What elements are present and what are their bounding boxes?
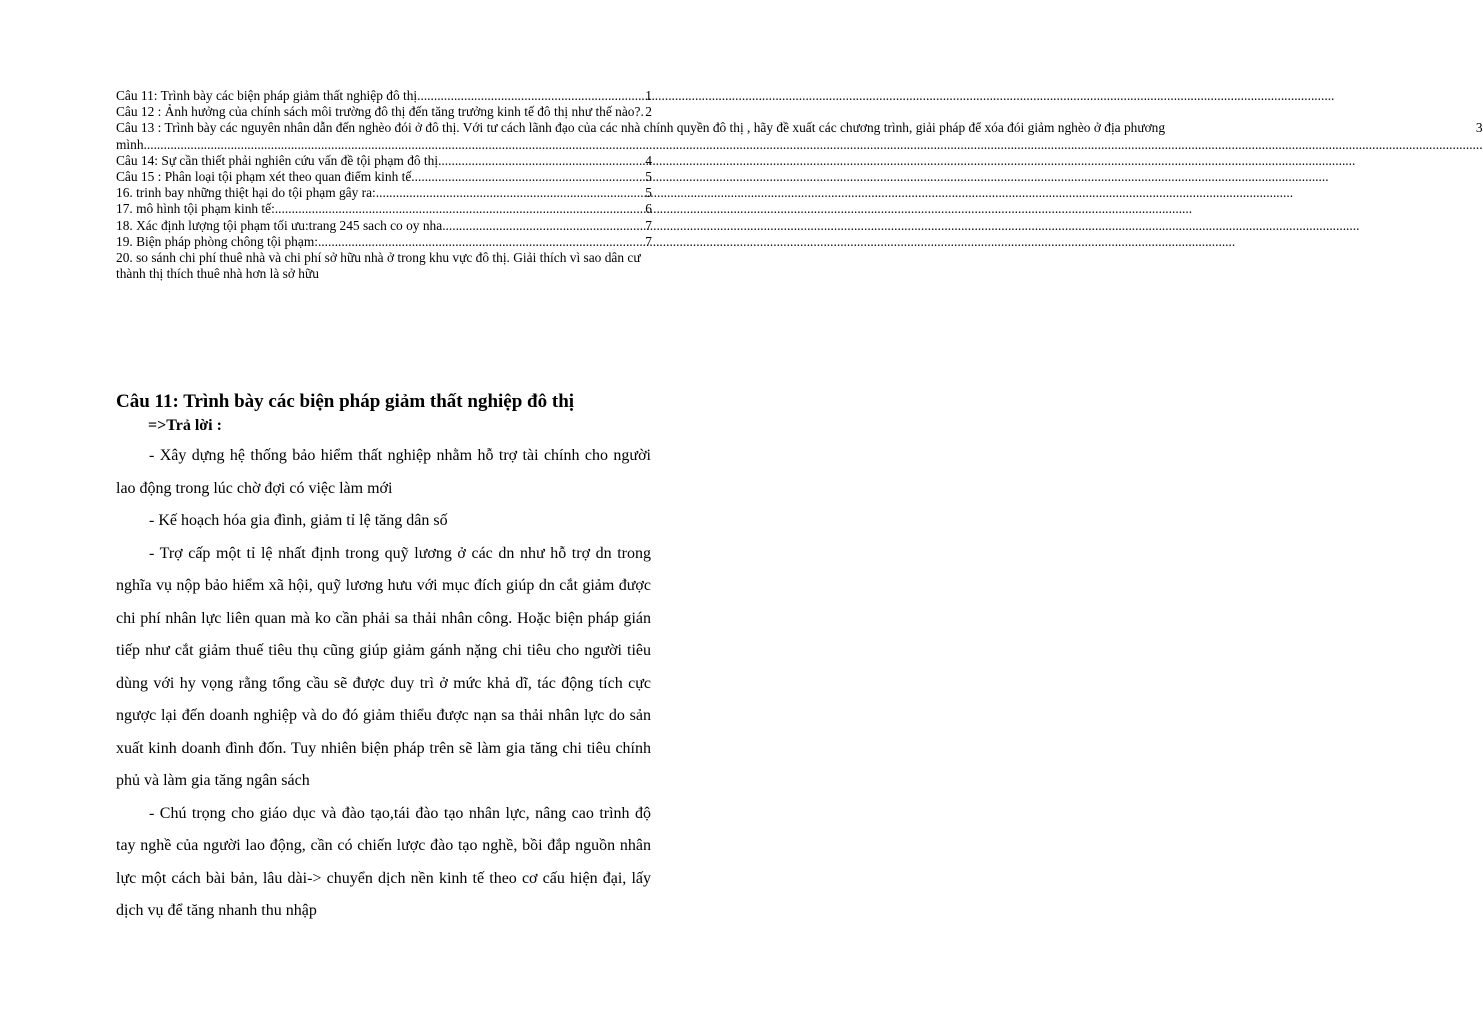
toc-entry-text: Câu 11: Trình bày các biện pháp giảm thất nghiệp đô thị xyxy=(116,88,418,103)
toc-entry-page: 1 xyxy=(645,88,652,103)
toc-entry-text: Câu 12 : Ảnh hưởng của chính sách môi trường đô thị đến tăng trưởng kinh tế đô thị như thế nào? xyxy=(116,104,641,120)
toc-entry-17[interactable] xyxy=(116,201,652,217)
toc-entry-page: 7 xyxy=(645,233,652,249)
toc-entry-cau-15[interactable] xyxy=(116,169,652,185)
toc-entry-text: Câu 15 : Phân loại tội phạm xét theo quan điểm kinh tế xyxy=(116,169,412,185)
toc-entry-page: 7 xyxy=(645,217,652,233)
toc-dot-leader xyxy=(438,153,645,169)
toc-entry-page: 5 xyxy=(645,185,652,201)
toc-entry-text: 16. trinh bay những thiệt hại do tội phạm gây ra: xyxy=(116,185,376,201)
toc-dot-leader xyxy=(442,218,645,234)
toc-entry-20[interactable] xyxy=(116,250,652,282)
toc-entry-text: Câu 13 : Trình bày các nguyên nhân dẫn đến nghèo đói ở đô thị. Với tư cách lãnh đạo của các nhà chính quyền đô thị , hãy đề xuất các chương trình, giải pháp để xóa đói giảm nghèo ở địa phương mình xyxy=(116,120,1166,152)
section-body xyxy=(116,440,651,928)
toc-dot-leader xyxy=(376,185,646,201)
toc-entry-page: 4 xyxy=(645,152,652,168)
body-paragraph: - Kế hoạch hóa gia đình, giảm tỉ lệ tăng dân số xyxy=(149,512,448,529)
toc-dot-leader xyxy=(275,201,645,217)
toc-entry-text: 17. mô hình tội phạm kinh tế: xyxy=(116,201,275,217)
toc-dot-leader: . xyxy=(640,104,644,120)
toc-entry-page: 6 xyxy=(645,201,652,217)
body-paragraph: - Xây dựng hệ thống bảo hiểm thất nghiệp nhằm hỗ trợ tài chính cho người lao động trong lúc chờ đợi có việc làm mới xyxy=(116,447,651,497)
toc-entry-page: 3 xyxy=(1475,120,1483,136)
toc-entry-19[interactable] xyxy=(116,234,652,250)
toc-entry-text: 20. so sánh chi phí thuê nhà và chi phí sở hữu nhà ở trong khu vực đô thị. Giải thích vì sao dân cư thành thị thích thuê nhà hơn là sở hữu xyxy=(116,250,641,282)
toc-entry-text: 18. Xác định lượng tội phạm tối ưu:trang 245 sach co oy nha xyxy=(116,217,443,233)
section-heading: Câu 11: Trình bày các biện pháp giảm thất nghiệp đô thị xyxy=(116,391,575,412)
toc-entry-text xyxy=(116,104,652,120)
toc-entry-text: 19. Biện pháp phòng chông tội phạm: xyxy=(116,233,318,249)
toc-entry-16[interactable] xyxy=(116,185,652,201)
toc-entry-text xyxy=(116,120,1483,152)
toc-dot-leader: ................................................................................................................................................................................................................................................................................................................................................................................................................ xyxy=(143,136,1483,152)
table-of-contents xyxy=(116,88,1483,282)
toc-dot-leader xyxy=(318,234,645,250)
toc-entry-page: 2 xyxy=(645,104,652,120)
body-paragraph: - Chú trọng cho giáo dục và đào tạo,tái đào tạo nhân lực, nâng cao trình độ tay nghề của người lao động, cần có chiến lược đào tạo nghề, bồi đắp nguồn nhân lực một cách bài bản, lâu dài-> chuyển dịch nền kinh tế theo cơ cấu hiện đại, lấy dịch vụ để tăng nhanh thu nhập xyxy=(116,804,651,919)
toc-dot-leader xyxy=(411,169,645,185)
answer-label: =>Trả lời : xyxy=(148,417,222,434)
toc-entry-page: 5 xyxy=(645,169,652,185)
toc-entry-text: Câu 14: Sự cần thiết phải nghiên cứu vấn đề tội phạm đô thị xyxy=(116,152,439,168)
toc-entry-cau-13[interactable] xyxy=(116,120,1483,152)
toc-entry-18[interactable] xyxy=(116,218,652,234)
body-paragraph: - Trợ cấp một tỉ lệ nhất định trong quỹ lương ở các dn như hỗ trợ dn trong nghĩa vụ nộp bảo hiểm xã hội, quỹ lương hưu với mục đích giúp dn cắt giảm được chi phí nhân lực liên quan mà ko cần phải sa thải nhân công. Hoặc biện pháp gián tiếp như cắt giảm thuế tiêu thụ cũng giúp giảm gánh nặng chi tiêu cho người tiêu dùng với hy vọng rằng tổng cầu sẽ được duy trì ở mức khả dĩ, tác động tích cực ngược lại đến doanh nghiệp và do đó giảm thiểu được nạn sa thải nhân lực do sản xuất kinh doanh đình đốn. Tuy nhiên biện pháp trên sẽ làm gia tăng chi tiêu chính phủ và làm gia tăng ngân sách xyxy=(116,544,651,789)
toc-dot-leader xyxy=(417,88,645,104)
toc-entry-cau-11[interactable] xyxy=(116,88,652,104)
toc-entry-cau-14[interactable] xyxy=(116,153,652,169)
toc-entry-cau-12[interactable] xyxy=(116,104,652,120)
